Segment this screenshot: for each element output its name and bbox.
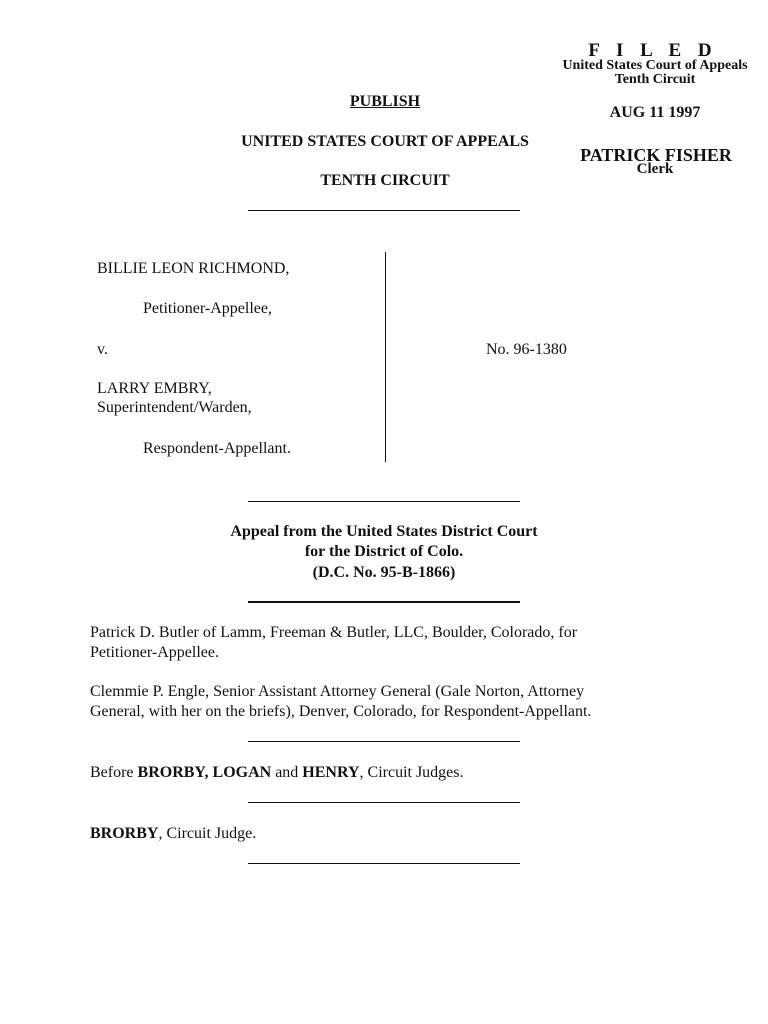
petitioner-role: Petitioner-Appellee, [143, 300, 272, 317]
filed-stamp-court: United States Court of Appeals [562, 58, 748, 73]
author-line [90, 824, 256, 844]
appeal-line-3: (D.C. No. 95-B-1866) [312, 564, 456, 581]
counsel-divider [248, 741, 520, 742]
court-heading: UNITED STATES COURT OF APPEALS [241, 133, 529, 150]
circuit-heading: TENTH CIRCUIT [320, 172, 450, 189]
petitioner-counsel-line-2: Petitioner-Appellee. [90, 644, 219, 661]
filed-stamp-date: AUG 11 1997 [609, 104, 701, 121]
case-number: No. 96-1380 [486, 341, 567, 358]
petitioner-counsel-line-1: Patrick D. Butler of Lamm, Freeman & Butler, LLC, Boulder, Colorado, for [90, 624, 578, 641]
petitioner-name: BILLIE LEON RICHMOND, [97, 260, 290, 277]
caption-divider-vertical [385, 252, 386, 462]
panel-suffix: , Circuit Judges. [359, 764, 464, 781]
author-name: BRORBY [90, 825, 159, 842]
header-divider [248, 210, 520, 211]
panel-judges-2: HENRY [302, 764, 360, 781]
versus-label: v. [97, 341, 108, 358]
caption-divider [248, 501, 520, 502]
respondent-counsel-line-2: General, with her on the briefs), Denver, Colorado, for Respondent-Appellant. [90, 703, 592, 720]
filed-stamp-clerk-title: Clerk [636, 161, 674, 177]
author-suffix: , Circuit Judge. [158, 825, 257, 842]
panel-before: Before [90, 764, 138, 781]
respondent-name: LARRY EMBRY, [97, 380, 212, 397]
respondent-counsel-line-1: Clemmie P. Engle, Senior Assistant Attorney General (Gale Norton, Attorney [90, 683, 585, 700]
panel-and: and [271, 764, 303, 781]
filed-stamp-clerk-name: PATRICK FISHER [580, 145, 732, 165]
panel-divider [248, 802, 520, 803]
appeal-line-2: for the District of Colo. [304, 543, 464, 560]
appeal-divider [248, 601, 520, 603]
panel-line [90, 763, 464, 783]
appeal-line-1: Appeal from the United States District Court [230, 523, 538, 540]
respondent-role: Respondent-Appellant. [143, 440, 291, 457]
panel-judges-1: BRORBY, LOGAN [137, 764, 272, 781]
filed-stamp-title: F I L E D [588, 40, 718, 61]
publish-heading: PUBLISH [349, 93, 421, 110]
author-divider [248, 863, 520, 864]
respondent-title: Superintendent/Warden, [97, 399, 252, 416]
filed-stamp-circuit: Tenth Circuit [614, 72, 696, 87]
